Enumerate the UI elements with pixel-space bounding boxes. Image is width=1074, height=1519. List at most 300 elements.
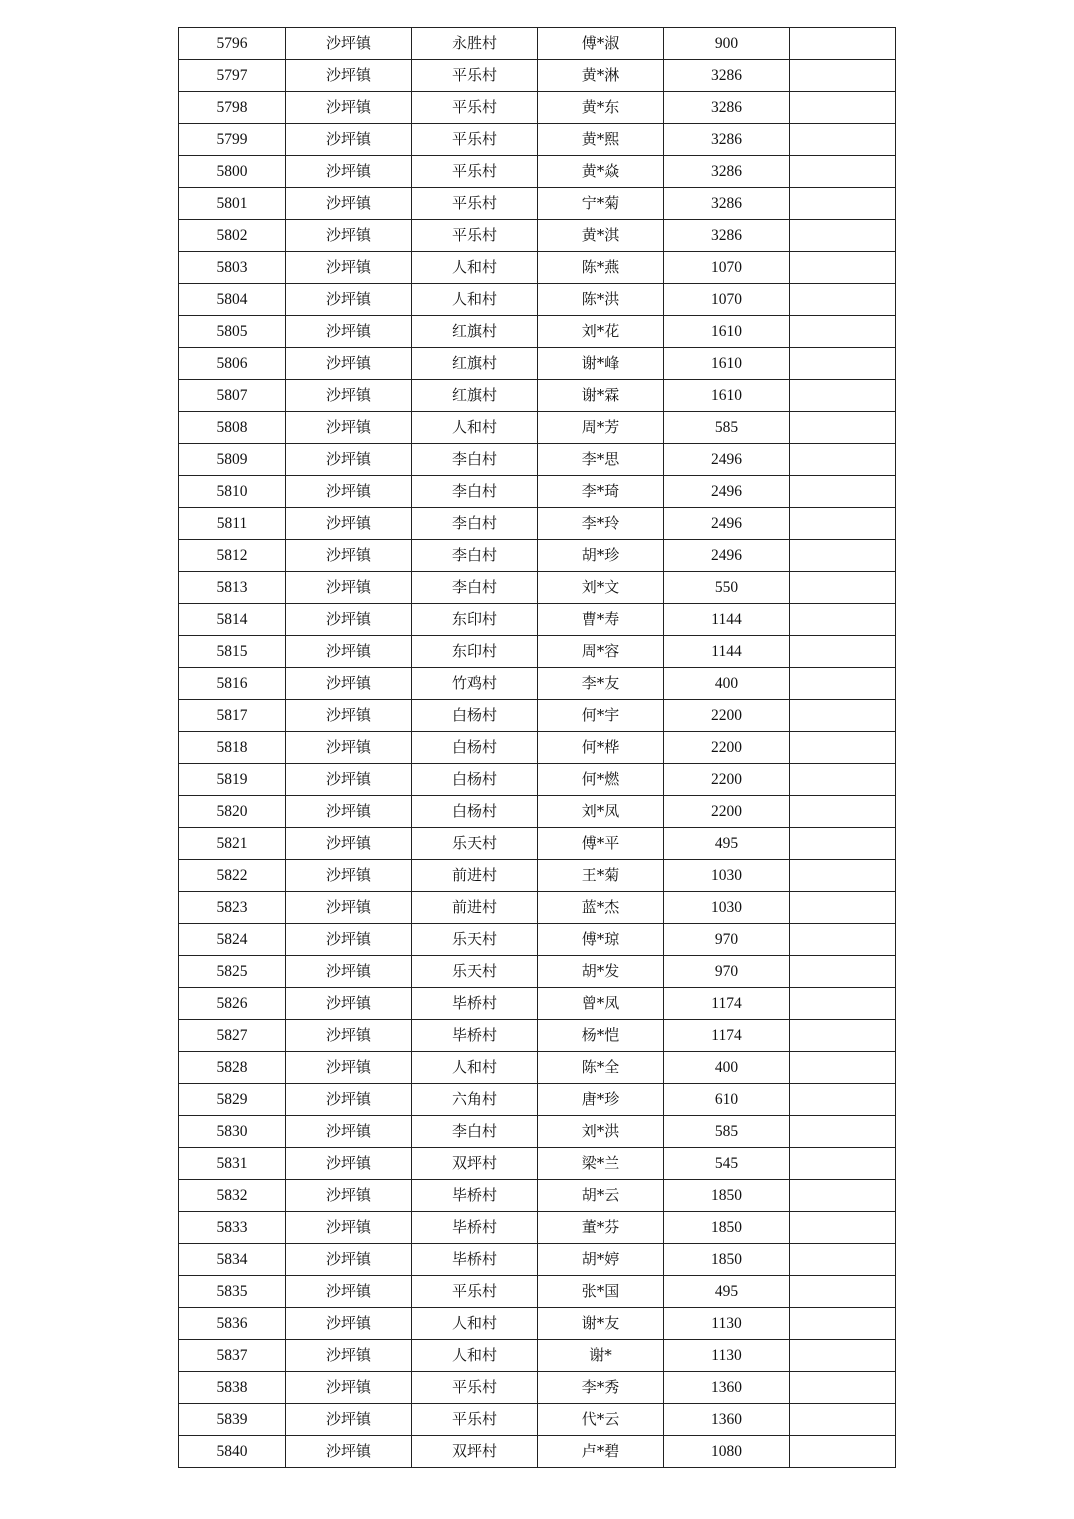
village-cell: 东印村: [412, 636, 538, 668]
village-cell: 人和村: [412, 1340, 538, 1372]
remark-cell: [790, 1180, 896, 1212]
row-number-cell: 5815: [179, 636, 286, 668]
village-cell: 平乐村: [412, 220, 538, 252]
row-number-cell: 5833: [179, 1212, 286, 1244]
row-number-cell: 5827: [179, 1020, 286, 1052]
name-cell: 杨*恺: [538, 1020, 664, 1052]
remark-cell: [790, 188, 896, 220]
table-row: [179, 860, 896, 892]
town-cell: 沙坪镇: [286, 956, 412, 988]
village-cell: 毕桥村: [412, 1180, 538, 1212]
name-cell: 李*思: [538, 444, 664, 476]
table-row: [179, 1084, 896, 1116]
village-cell: 毕桥村: [412, 988, 538, 1020]
town-cell: 沙坪镇: [286, 1052, 412, 1084]
row-number-cell: 5838: [179, 1372, 286, 1404]
village-cell: 平乐村: [412, 1372, 538, 1404]
row-number-cell: 5806: [179, 348, 286, 380]
remark-cell: [790, 700, 896, 732]
remark-cell: [790, 1116, 896, 1148]
amount-cell: 1080: [664, 1436, 790, 1468]
name-cell: 傅*淑: [538, 28, 664, 60]
remark-cell: [790, 1212, 896, 1244]
town-cell: 沙坪镇: [286, 924, 412, 956]
amount-cell: 1850: [664, 1212, 790, 1244]
name-cell: 张*国: [538, 1276, 664, 1308]
village-cell: 人和村: [412, 1308, 538, 1340]
table-row: [179, 1244, 896, 1276]
village-cell: 人和村: [412, 1052, 538, 1084]
name-cell: 卢*碧: [538, 1436, 664, 1468]
name-cell: 何*宇: [538, 700, 664, 732]
remark-cell: [790, 1020, 896, 1052]
table-row: [179, 1212, 896, 1244]
town-cell: 沙坪镇: [286, 860, 412, 892]
amount-cell: 1850: [664, 1244, 790, 1276]
village-cell: 平乐村: [412, 124, 538, 156]
village-cell: 人和村: [412, 252, 538, 284]
row-number-cell: 5830: [179, 1116, 286, 1148]
town-cell: 沙坪镇: [286, 732, 412, 764]
town-cell: 沙坪镇: [286, 1084, 412, 1116]
row-number-cell: 5824: [179, 924, 286, 956]
table-row: [179, 828, 896, 860]
name-cell: 宁*菊: [538, 188, 664, 220]
village-cell: 平乐村: [412, 92, 538, 124]
village-cell: 李白村: [412, 540, 538, 572]
row-number-cell: 5823: [179, 892, 286, 924]
town-cell: 沙坪镇: [286, 796, 412, 828]
name-cell: 胡*婷: [538, 1244, 664, 1276]
name-cell: 刘*文: [538, 572, 664, 604]
remark-cell: [790, 1308, 896, 1340]
amount-cell: 2200: [664, 796, 790, 828]
village-cell: 双坪村: [412, 1436, 538, 1468]
row-number-cell: 5819: [179, 764, 286, 796]
town-cell: 沙坪镇: [286, 892, 412, 924]
village-cell: 毕桥村: [412, 1212, 538, 1244]
amount-cell: 2496: [664, 540, 790, 572]
remark-cell: [790, 636, 896, 668]
name-cell: 李*玲: [538, 508, 664, 540]
town-cell: 沙坪镇: [286, 764, 412, 796]
row-number-cell: 5829: [179, 1084, 286, 1116]
remark-cell: [790, 892, 896, 924]
table-row: [179, 924, 896, 956]
row-number-cell: 5826: [179, 988, 286, 1020]
village-cell: 毕桥村: [412, 1244, 538, 1276]
row-number-cell: 5835: [179, 1276, 286, 1308]
town-cell: 沙坪镇: [286, 668, 412, 700]
town-cell: 沙坪镇: [286, 412, 412, 444]
row-number-cell: 5797: [179, 60, 286, 92]
row-number-cell: 5801: [179, 188, 286, 220]
amount-cell: 1850: [664, 1180, 790, 1212]
table-row: [179, 1436, 896, 1468]
row-number-cell: 5812: [179, 540, 286, 572]
amount-cell: 2200: [664, 700, 790, 732]
row-number-cell: 5804: [179, 284, 286, 316]
town-cell: 沙坪镇: [286, 508, 412, 540]
remark-cell: [790, 1372, 896, 1404]
remark-cell: [790, 316, 896, 348]
amount-cell: 585: [664, 412, 790, 444]
remark-cell: [790, 956, 896, 988]
amount-cell: 3286: [664, 60, 790, 92]
name-cell: 李*秀: [538, 1372, 664, 1404]
village-cell: 平乐村: [412, 60, 538, 92]
village-cell: 李白村: [412, 476, 538, 508]
name-cell: 谢*峰: [538, 348, 664, 380]
table-row: [179, 956, 896, 988]
amount-cell: 2496: [664, 508, 790, 540]
town-cell: 沙坪镇: [286, 1148, 412, 1180]
table-row: [179, 732, 896, 764]
village-cell: 乐天村: [412, 828, 538, 860]
remark-cell: [790, 988, 896, 1020]
table-row: [179, 252, 896, 284]
town-cell: 沙坪镇: [286, 604, 412, 636]
remark-cell: [790, 1052, 896, 1084]
row-number-cell: 5832: [179, 1180, 286, 1212]
village-cell: 竹鸡村: [412, 668, 538, 700]
amount-cell: 1144: [664, 604, 790, 636]
remark-cell: [790, 1084, 896, 1116]
row-number-cell: 5809: [179, 444, 286, 476]
amount-cell: 1070: [664, 284, 790, 316]
table-row: [179, 476, 896, 508]
table-row: [179, 348, 896, 380]
amount-cell: 550: [664, 572, 790, 604]
table-row: [179, 1020, 896, 1052]
table-row: [179, 1116, 896, 1148]
name-cell: 曹*寿: [538, 604, 664, 636]
village-cell: 双坪村: [412, 1148, 538, 1180]
amount-cell: 1610: [664, 316, 790, 348]
table-row: [179, 764, 896, 796]
amount-cell: 1130: [664, 1308, 790, 1340]
remark-cell: [790, 124, 896, 156]
name-cell: 陈*全: [538, 1052, 664, 1084]
town-cell: 沙坪镇: [286, 1340, 412, 1372]
name-cell: 蓝*杰: [538, 892, 664, 924]
village-cell: 红旗村: [412, 380, 538, 412]
remark-cell: [790, 348, 896, 380]
amount-cell: 495: [664, 1276, 790, 1308]
table-row: [179, 284, 896, 316]
table-row: [179, 60, 896, 92]
village-cell: 红旗村: [412, 316, 538, 348]
table-row: [179, 28, 896, 60]
name-cell: 何*桦: [538, 732, 664, 764]
name-cell: 傅*平: [538, 828, 664, 860]
table-row: [179, 572, 896, 604]
row-number-cell: 5800: [179, 156, 286, 188]
name-cell: 谢*: [538, 1340, 664, 1372]
amount-cell: 1610: [664, 380, 790, 412]
remark-cell: [790, 668, 896, 700]
table-row: [179, 1180, 896, 1212]
town-cell: 沙坪镇: [286, 284, 412, 316]
town-cell: 沙坪镇: [286, 1372, 412, 1404]
remark-cell: [790, 444, 896, 476]
name-cell: 王*菊: [538, 860, 664, 892]
remark-cell: [790, 828, 896, 860]
village-cell: 红旗村: [412, 348, 538, 380]
name-cell: 刘*洪: [538, 1116, 664, 1148]
table-row: [179, 1276, 896, 1308]
town-cell: 沙坪镇: [286, 188, 412, 220]
amount-cell: 400: [664, 668, 790, 700]
table-row: [179, 220, 896, 252]
row-number-cell: 5839: [179, 1404, 286, 1436]
town-cell: 沙坪镇: [286, 60, 412, 92]
amount-cell: 2496: [664, 444, 790, 476]
amount-cell: 1174: [664, 1020, 790, 1052]
amount-cell: 585: [664, 1116, 790, 1148]
remark-cell: [790, 380, 896, 412]
table-row: [179, 540, 896, 572]
name-cell: 周*容: [538, 636, 664, 668]
village-cell: 人和村: [412, 284, 538, 316]
remark-cell: [790, 604, 896, 636]
name-cell: 黄*焱: [538, 156, 664, 188]
row-number-cell: 5802: [179, 220, 286, 252]
table-row: [179, 668, 896, 700]
village-cell: 李白村: [412, 572, 538, 604]
village-cell: 平乐村: [412, 1276, 538, 1308]
remark-cell: [790, 252, 896, 284]
town-cell: 沙坪镇: [286, 636, 412, 668]
town-cell: 沙坪镇: [286, 380, 412, 412]
table-row: [179, 636, 896, 668]
name-cell: 傅*琼: [538, 924, 664, 956]
village-cell: 前进村: [412, 892, 538, 924]
table-row: [179, 508, 896, 540]
remark-cell: [790, 924, 896, 956]
name-cell: 曾*凤: [538, 988, 664, 1020]
town-cell: 沙坪镇: [286, 348, 412, 380]
name-cell: 刘*花: [538, 316, 664, 348]
amount-cell: 2200: [664, 764, 790, 796]
remark-cell: [790, 1404, 896, 1436]
remark-cell: [790, 60, 896, 92]
table-row: [179, 796, 896, 828]
row-number-cell: 5837: [179, 1340, 286, 1372]
row-number-cell: 5799: [179, 124, 286, 156]
town-cell: 沙坪镇: [286, 1404, 412, 1436]
town-cell: 沙坪镇: [286, 540, 412, 572]
table-row: [179, 92, 896, 124]
remark-cell: [790, 476, 896, 508]
remark-cell: [790, 1244, 896, 1276]
village-cell: 乐天村: [412, 924, 538, 956]
village-cell: 毕桥村: [412, 1020, 538, 1052]
town-cell: 沙坪镇: [286, 252, 412, 284]
town-cell: 沙坪镇: [286, 1020, 412, 1052]
village-cell: 白杨村: [412, 796, 538, 828]
row-number-cell: 5836: [179, 1308, 286, 1340]
remark-cell: [790, 284, 896, 316]
table-row: [179, 1404, 896, 1436]
amount-cell: 3286: [664, 188, 790, 220]
village-cell: 白杨村: [412, 732, 538, 764]
row-number-cell: 5821: [179, 828, 286, 860]
name-cell: 胡*云: [538, 1180, 664, 1212]
row-number-cell: 5814: [179, 604, 286, 636]
village-cell: 平乐村: [412, 156, 538, 188]
amount-cell: 1360: [664, 1372, 790, 1404]
amount-cell: 545: [664, 1148, 790, 1180]
row-number-cell: 5807: [179, 380, 286, 412]
amount-cell: 970: [664, 956, 790, 988]
name-cell: 刘*凤: [538, 796, 664, 828]
amount-cell: 1174: [664, 988, 790, 1020]
town-cell: 沙坪镇: [286, 124, 412, 156]
remark-cell: [790, 540, 896, 572]
remark-cell: [790, 732, 896, 764]
amount-cell: 495: [664, 828, 790, 860]
village-cell: 六角村: [412, 1084, 538, 1116]
amount-cell: 1360: [664, 1404, 790, 1436]
row-number-cell: 5798: [179, 92, 286, 124]
village-cell: 李白村: [412, 508, 538, 540]
amount-cell: 1130: [664, 1340, 790, 1372]
subsidy-list-table: [178, 27, 896, 1468]
amount-cell: 2200: [664, 732, 790, 764]
name-cell: 胡*发: [538, 956, 664, 988]
row-number-cell: 5808: [179, 412, 286, 444]
town-cell: 沙坪镇: [286, 444, 412, 476]
row-number-cell: 5825: [179, 956, 286, 988]
remark-cell: [790, 1276, 896, 1308]
village-cell: 李白村: [412, 444, 538, 476]
town-cell: 沙坪镇: [286, 28, 412, 60]
amount-cell: 2496: [664, 476, 790, 508]
town-cell: 沙坪镇: [286, 572, 412, 604]
town-cell: 沙坪镇: [286, 156, 412, 188]
table-row: [179, 1052, 896, 1084]
town-cell: 沙坪镇: [286, 988, 412, 1020]
amount-cell: 1030: [664, 892, 790, 924]
remark-cell: [790, 572, 896, 604]
table-row: [179, 380, 896, 412]
village-cell: 东印村: [412, 604, 538, 636]
name-cell: 梁*兰: [538, 1148, 664, 1180]
row-number-cell: 5810: [179, 476, 286, 508]
town-cell: 沙坪镇: [286, 828, 412, 860]
name-cell: 黄*熙: [538, 124, 664, 156]
name-cell: 唐*珍: [538, 1084, 664, 1116]
name-cell: 李*友: [538, 668, 664, 700]
village-cell: 乐天村: [412, 956, 538, 988]
table-row: [179, 412, 896, 444]
table-row: [179, 988, 896, 1020]
amount-cell: 1610: [664, 348, 790, 380]
town-cell: 沙坪镇: [286, 92, 412, 124]
row-number-cell: 5831: [179, 1148, 286, 1180]
table-row: [179, 1340, 896, 1372]
town-cell: 沙坪镇: [286, 476, 412, 508]
name-cell: 李*琦: [538, 476, 664, 508]
row-number-cell: 5820: [179, 796, 286, 828]
row-number-cell: 5818: [179, 732, 286, 764]
town-cell: 沙坪镇: [286, 1308, 412, 1340]
town-cell: 沙坪镇: [286, 1116, 412, 1148]
remark-cell: [790, 796, 896, 828]
name-cell: 周*芳: [538, 412, 664, 444]
amount-cell: 610: [664, 1084, 790, 1116]
name-cell: 黄*淇: [538, 220, 664, 252]
table-row: [179, 156, 896, 188]
name-cell: 谢*友: [538, 1308, 664, 1340]
amount-cell: 1030: [664, 860, 790, 892]
name-cell: 董*芬: [538, 1212, 664, 1244]
row-number-cell: 5834: [179, 1244, 286, 1276]
amount-cell: 400: [664, 1052, 790, 1084]
town-cell: 沙坪镇: [286, 1276, 412, 1308]
village-cell: 白杨村: [412, 764, 538, 796]
name-cell: 谢*霖: [538, 380, 664, 412]
amount-cell: 1144: [664, 636, 790, 668]
amount-cell: 3286: [664, 124, 790, 156]
town-cell: 沙坪镇: [286, 220, 412, 252]
remark-cell: [790, 156, 896, 188]
table-row: [179, 1148, 896, 1180]
name-cell: 代*云: [538, 1404, 664, 1436]
town-cell: 沙坪镇: [286, 1244, 412, 1276]
table-row: [179, 604, 896, 636]
village-cell: 前进村: [412, 860, 538, 892]
remark-cell: [790, 220, 896, 252]
remark-cell: [790, 92, 896, 124]
amount-cell: 1070: [664, 252, 790, 284]
table-row: [179, 316, 896, 348]
town-cell: 沙坪镇: [286, 1180, 412, 1212]
row-number-cell: 5803: [179, 252, 286, 284]
amount-cell: 3286: [664, 156, 790, 188]
amount-cell: 3286: [664, 220, 790, 252]
table-row: [179, 188, 896, 220]
remark-cell: [790, 1340, 896, 1372]
table-row: [179, 124, 896, 156]
town-cell: 沙坪镇: [286, 700, 412, 732]
row-number-cell: 5840: [179, 1436, 286, 1468]
amount-cell: 900: [664, 28, 790, 60]
name-cell: 陈*燕: [538, 252, 664, 284]
remark-cell: [790, 1148, 896, 1180]
town-cell: 沙坪镇: [286, 1212, 412, 1244]
row-number-cell: 5817: [179, 700, 286, 732]
village-cell: 永胜村: [412, 28, 538, 60]
table-row: [179, 700, 896, 732]
village-cell: 平乐村: [412, 188, 538, 220]
row-number-cell: 5828: [179, 1052, 286, 1084]
village-cell: 白杨村: [412, 700, 538, 732]
name-cell: 陈*洪: [538, 284, 664, 316]
name-cell: 黄*淋: [538, 60, 664, 92]
name-cell: 何*燃: [538, 764, 664, 796]
name-cell: 黄*东: [538, 92, 664, 124]
remark-cell: [790, 28, 896, 60]
remark-cell: [790, 764, 896, 796]
remark-cell: [790, 508, 896, 540]
name-cell: 胡*珍: [538, 540, 664, 572]
table-row: [179, 1372, 896, 1404]
row-number-cell: 5811: [179, 508, 286, 540]
town-cell: 沙坪镇: [286, 1436, 412, 1468]
amount-cell: 970: [664, 924, 790, 956]
